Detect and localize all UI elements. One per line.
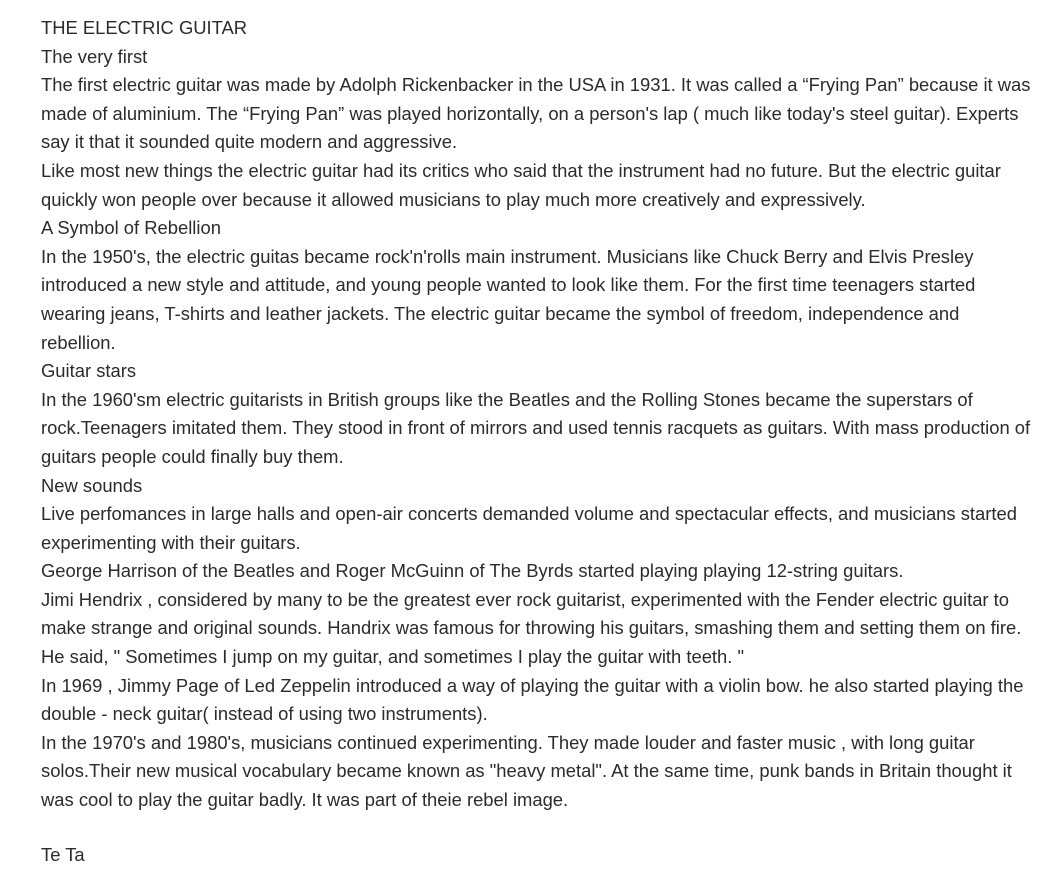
paragraph: In the 1970's and 1980's, musicians continued experimenting. They made louder and faster music , with long guitar solos.Their new musical vocabulary became known as "heavy metal". At the same time, punk bands in Britain thought it was cool to play the guitar badly. It was part of theie rebel image. bbox=[41, 731, 1012, 811]
section-heading: A Symbol of Rebellion bbox=[41, 217, 221, 239]
cutoff-text: Te Ta bbox=[41, 844, 85, 865]
section-heading: New sounds bbox=[41, 474, 143, 496]
paragraph: In the 1960'sm electric guitarists in British groups like the Beatles and the Rolling Stones became the superstars of rock.Teenagers imitated them. They stood in front of mirrors and used tennis racquets as guitars. With mass production of guitars people could finally buy them. bbox=[41, 388, 1031, 467]
paragraph: In 1969 , Jimmy Page of Led Zeppelin introduced a way of playing the guitar with a violin bow. he also started playing the double - neck guitar( instead of using two instruments). bbox=[41, 674, 1024, 725]
paragraph: Jimi Hendrix , considered by many to be the greatest ever rock guitarist, experimented with the Fender electric guitar to make strange and original sounds. Handrix was famous for throwing his guitars, smashing them and setting them on fire. He said, " Sometimes I jump on my guitar, and sometimes I play the guitar with teeth. " bbox=[41, 588, 1022, 668]
document-title: THE ELECTRIC GUITAR bbox=[41, 17, 248, 38]
paragraph: George Harrison of the Beatles and Roger McGuinn of The Byrds started playing playing 12-string guitars. bbox=[41, 560, 904, 582]
paragraph: Like most new things the electric guitar had its critics who said that the instrument had no future. But the electric guitar quickly won people over because it allowed musicians to play much more creatively and expressively. bbox=[41, 159, 1001, 210]
paragraph: The first electric guitar was made by Adolph Rickenbacker in the USA in 1931. It was called a “Frying Pan” because it was made of aluminium. The “Frying Pan” was played horizontally, on a person's lap ( much like today's steel guitar). Experts say it that it sounded quite modern and aggressive. bbox=[41, 74, 1031, 153]
section-heading: Guitar stars bbox=[41, 360, 137, 382]
document-body bbox=[41, 14, 1036, 815]
paragraph: Live perfomances in large halls and open-air concerts demanded volume and spectacular effects, and musicians started experimenting with their guitars. bbox=[41, 503, 1017, 553]
section-heading: The very first bbox=[41, 45, 148, 67]
paragraph: In the 1950's, the electric guitas became rock'n'rolls main instrument. Musicians like Chuck Berry and Elvis Presley introduced a new style and attitude, and young people wanted to look like them. For the first time teenagers started wearing jeans, T-shirts and leather jackets. The electric guitar became the symbol of freedom, independence and rebellion. bbox=[41, 245, 976, 353]
